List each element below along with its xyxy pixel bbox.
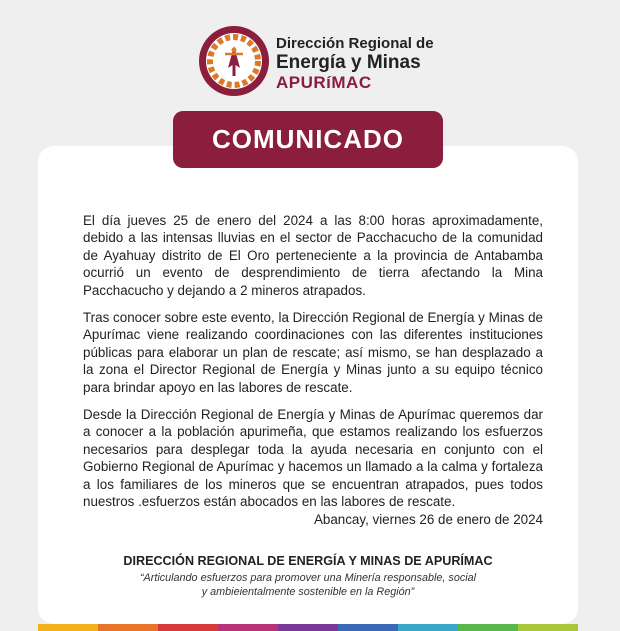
- color-bar-segment: [278, 624, 338, 631]
- color-bar-segment: [518, 624, 578, 631]
- color-bar-segment: [38, 624, 98, 631]
- header: [0, 22, 620, 102]
- paragraph-2: Tras conocer sobre este evento, la Dirección Regional de Energía y Minas de Apurímac viene realizando coordinaciones con las diferentes instituciones públicas para elaborar un plan de rescate; así mismo, se han desplazado a la zona el Director Regional de Energía y Minas junto a su equipo técnico para brindar apoyo en las labores de rescate.: [83, 310, 543, 395]
- color-bar-segment: [218, 624, 278, 631]
- date-line: Abancay, viernes 26 de enero de 2024: [313, 512, 543, 527]
- signature: DIRECCIÓN REGIONAL DE ENERGÍA Y MINAS DE APURÍMAC: [123, 554, 493, 568]
- logo-line-2: Energía y Minas: [276, 52, 421, 73]
- logo-text: [276, 36, 434, 91]
- logo-line-3: APURíMAC: [276, 73, 372, 92]
- logo-line-1: Dirección Regional de: [276, 35, 434, 52]
- paragraph-3: Desde la Dirección Regional de Energía y Minas de Apurímac queremos dar a conocer a la población apurimeña, que estamos realizando los esfuerzos necesarios para desplegar toda la ayuda necesaria en conjunto con el Gobierno Regional de Apurímac y hacemos un llamado a la calma y fortaleza a los familiares de los mineros que se encuentran atrapados, pues todos nuestros .esfuerzos están abocados en las labores de rescate.: [83, 407, 543, 510]
- motto-line-1: “Articulando esfuerzos para promover una Minería responsable, social: [139, 572, 477, 584]
- motto: [38, 571, 578, 599]
- color-bar-segment: [338, 624, 398, 631]
- comunicado-banner: COMUNICADO: [173, 111, 443, 168]
- dirección-regional-logo-icon: [197, 24, 271, 98]
- color-bar-segment: [98, 624, 158, 631]
- color-bar-segment: [158, 624, 218, 631]
- color-bar-segment: [398, 624, 458, 631]
- motto-line-2: y ambieientalmente sostenible en la Región”: [201, 586, 415, 598]
- communique-body: [83, 212, 543, 521]
- color-bar-segment: [458, 624, 518, 631]
- rainbow-color-bar: [38, 624, 578, 631]
- paragraph-1: El día jueves 25 de enero del 2024 a las 8:00 horas aproximadamente, debido a las intensas lluvias en el sector de Pacchacucho de la comunidad de Ayahuay distrito de El Oro perteneciente a la provincia de Antabamba ocurrió un evento de desprendimiento de tierra afectando la Mina Pacchacucho y dejando a 2 mineros atrapados.: [83, 213, 543, 298]
